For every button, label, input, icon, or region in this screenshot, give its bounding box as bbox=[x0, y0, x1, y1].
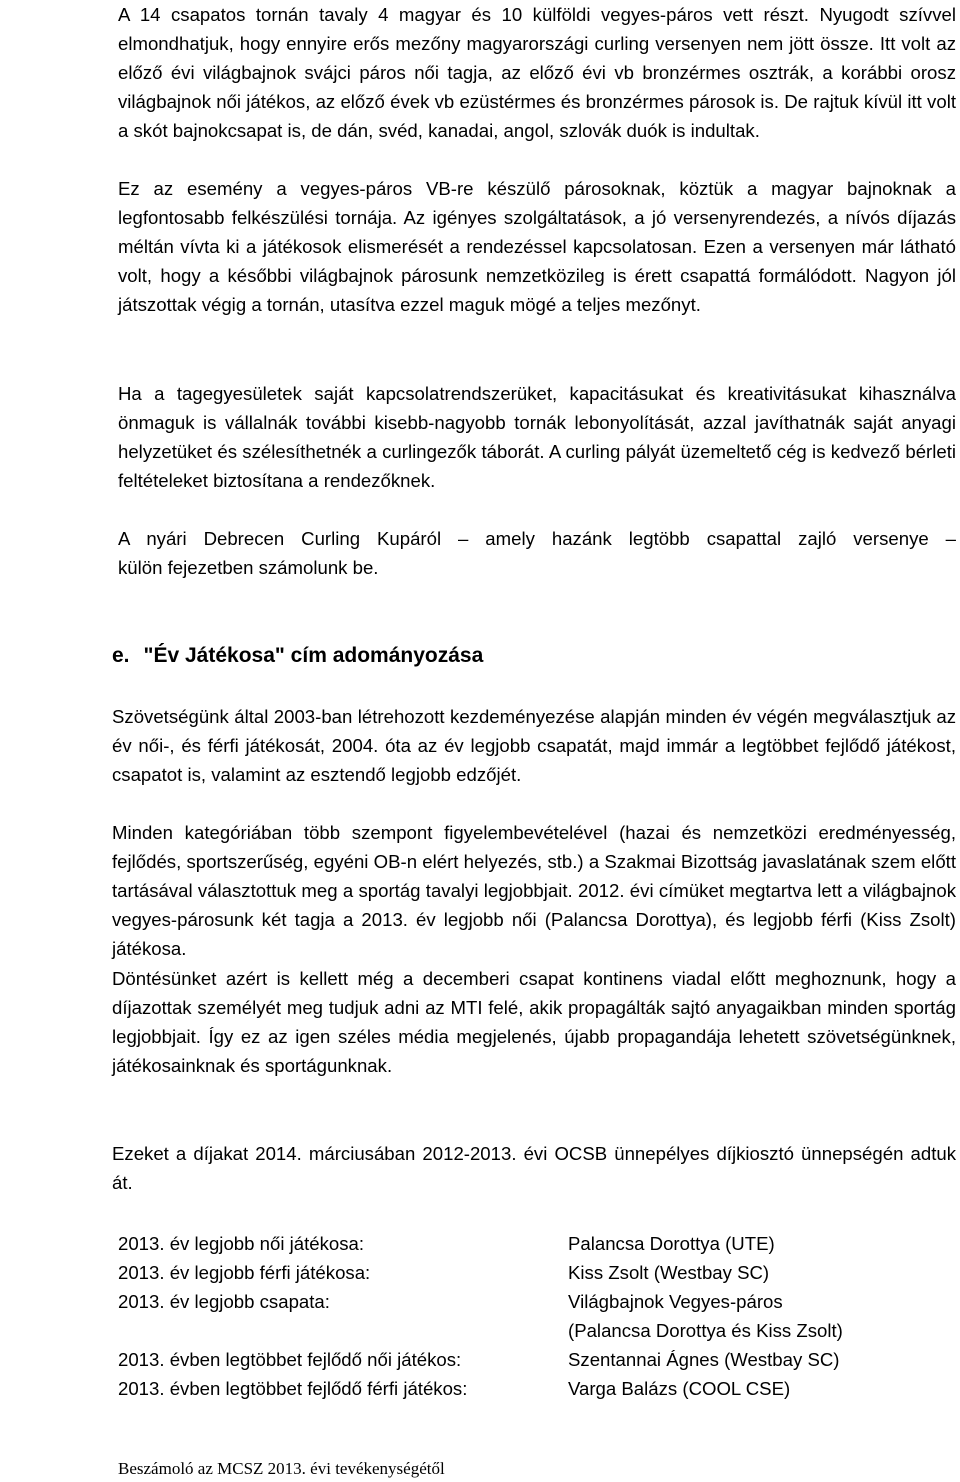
paragraph-decision-timing: Döntésünket azért is kellett még a decemberi csapat kontinens viadal előtt meghoznunk, hogy a díjazottak személyét meg tudjuk adni az MTI felé, akik propagálták sajtó anyagaikban minden sportág legjobbjait. Így ez az igen széles média megjelenés, újabb propagandája lehetett szövetségünknek, játékosainknak és sportágunknak. bbox=[112, 968, 956, 1076]
paragraph-tournament: A 14 csapatos tornán tavaly 4 magyar és 10 külföldi vegyes-páros vett részt. Nyugodt szívvel elmondhatjuk, hogy ennyire erős mezőny magyarországi curling versenyen nem jött össze. Itt volt az előző évi világbajnok svájci páros női tagja, az előző évi vb bronzérmes osztrák, a korábbi orosz világbajnok női játékos, az előző évek vb ezüstérmes és bronzérmes párosok is. De rajtuk kívül itt volt a skót bajnokcsapat is, de dán, svéd, kanadai, angol, szlovák duók is indultak. bbox=[118, 4, 956, 141]
award-category: 2013. évben legtöbbet fejlődő női játékos: bbox=[118, 1349, 462, 1370]
award-winner: Világbajnok Vegyes-páros bbox=[568, 1291, 783, 1312]
award-winner: (Palancsa Dorottya és Kiss Zsolt) bbox=[568, 1320, 843, 1341]
award-winner: Kiss Zsolt (Westbay SC) bbox=[568, 1262, 770, 1283]
award-winner: Varga Balázs (COOL CSE) bbox=[568, 1378, 791, 1399]
award-category: 2013. év legjobb női játékosa: bbox=[118, 1233, 365, 1254]
paragraph-tournament-preparation: Ez az esemény a vegyes-páros VB-re készülő párosoknak, köztük a magyar bajnoknak a legfontosabb felkészülési tornája. Az igényes szolgáltatások, a jó versenyrendezés, a nívós díjazás méltán vívta ki a játékosok elismerését a rendezéssel kapcsolatosan. Ezen a versenyen már látható volt, hogy a későbbi világbajnok párosunk nemzetközileg is érett csapattá formálódott. Nagyon jól játszottak végig a tornán, utasítva ezzel maguk mögé a teljes mezőnyt. bbox=[118, 178, 956, 315]
award-winner: Szentannai Ágnes (Westbay SC) bbox=[568, 1349, 840, 1370]
paragraph-debrecen-cup bbox=[118, 524, 956, 582]
page-footer: Beszámoló az MCSZ 2013. évi tevékenységétől bbox=[118, 1459, 445, 1478]
paragraph-selection-criteria: Minden kategóriában több szempont figyelembevételével (hazai és nemzetközi eredményesség, fejlődés, sportszerűség, egyéni OB-n elért helyezés, stb.) a Szakmai Bizottság javaslatának szem előtt tartásával választottuk meg a sportág tavalyi legjobbjait. 2012. évi címüket megtartva lett a világbajnok vegyes-párosunk két tagja a 2013. év legjobb női (Palancsa Dorottya), és legjobb férfi (Kiss Zsolt) játékosa. bbox=[112, 822, 956, 959]
paragraph-clubs-organizing: Ha a tagegyesületek saját kapcsolatrendszerüket, kapacitásukat és kreativitásukat kihasználva önmaguk is vállalnák további kisebb-nagyobb tornák lebonyolítását, azzal javíthatnák saját anyagi helyzetüket és szélesíthetnék a curlingezők táborát. A curling pályát üzemeltető cég is kedvező bérleti feltételeket biztosítana a rendezőknek. bbox=[118, 383, 956, 491]
paragraph-debrecen-cup-line-2: külön fejezetben számolunk be. bbox=[118, 557, 379, 578]
section-title: "Év Játékosa" cím adományozása bbox=[143, 644, 484, 667]
section-number: e. bbox=[112, 644, 130, 667]
paragraph-player-of-year-intro: Szövetségünk által 2003-ban létrehozott kezdeményezése alapján minden év végén megválasztjuk az év női-, és férfi játékosát, 2004. óta az év legjobb csapatát, majd immár a legtöbbet fejlődő játékost, csapatot is, valamint az esztendő legjobb edzőjét. bbox=[112, 706, 956, 785]
paragraph-debrecen-cup-line-1: A nyári Debrecen Curling Kupáról – amely hazánk legtöbb csapattal zajló versenye – bbox=[118, 528, 956, 549]
award-category: 2013. év legjobb csapata: bbox=[118, 1291, 330, 1312]
award-winner: Palancsa Dorottya (UTE) bbox=[568, 1233, 775, 1254]
award-category: 2013. évben legtöbbet fejlődő férfi játékos: bbox=[118, 1378, 468, 1399]
paragraph-award-ceremony: Ezeket a díjakat 2014. márciusában 2012-2013. évi OCSB ünnepélyes díjkiosztó ünnepségén adtuk át. bbox=[112, 1143, 956, 1193]
award-category: 2013. év legjobb férfi játékosa: bbox=[118, 1262, 371, 1283]
